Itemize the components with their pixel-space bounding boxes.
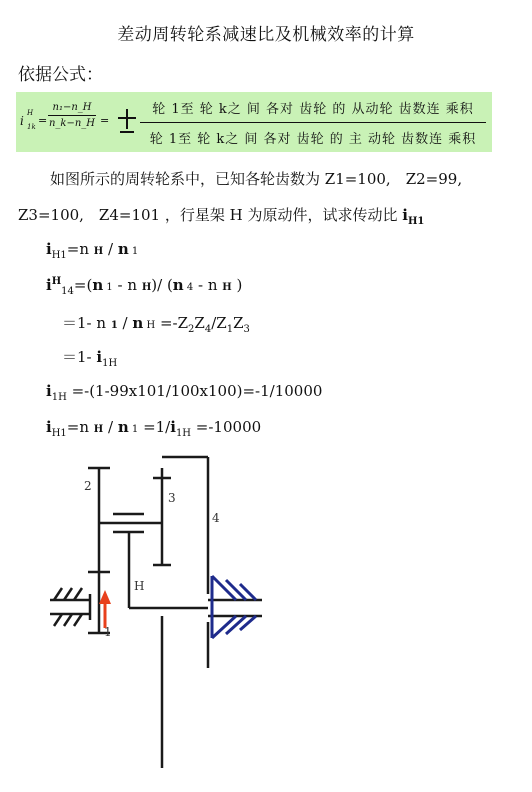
step-6-eq: =n <box>66 418 94 436</box>
step-2-close: )/ ( <box>151 276 173 294</box>
basis-label: 依据公式： <box>18 65 103 85</box>
step-5-i-sub: 1H <box>51 392 67 403</box>
step-1-h: H <box>93 246 104 257</box>
step-5-i: i <box>46 382 52 400</box>
step-2 <box>46 276 242 297</box>
formula-equals-2: = <box>100 114 110 127</box>
step-6-h: H <box>93 424 104 435</box>
step-2-n1-sub: 1 <box>103 282 113 293</box>
step-2-i-sub: 14 <box>61 286 74 297</box>
step-3-rest: =-Z <box>155 314 189 332</box>
step-6-n: n <box>117 418 129 436</box>
step-2-h1: H <box>141 282 152 293</box>
formula-lhs-denominator: n_k−n_H <box>48 118 96 129</box>
step-6-mid: =1/ <box>138 418 171 436</box>
plus-minus-icon <box>118 103 136 133</box>
step-3-text: ＝1- n <box>62 314 111 332</box>
step-6-i-sub: H1 <box>51 428 67 439</box>
step-3-sub1: 1 <box>110 320 118 331</box>
formula-rhs-numerator: 轮 1至 轮 k之 间 各对 齿轮 的 从动轮 齿数连 乘积 <box>140 98 486 123</box>
problem-line-2-text: Z3=100, Z4=101 ，行星架 H 为原动件，试求传动比 <box>18 206 403 224</box>
step-1-i-sub: H1 <box>51 250 67 261</box>
step-6-i2-sub: 1H <box>175 428 192 439</box>
step-6 <box>46 418 261 439</box>
right-hatch <box>212 576 256 638</box>
step-3-z4: 4 <box>204 324 212 335</box>
step-2-eq: =( <box>73 276 93 294</box>
left-hatch <box>54 588 82 626</box>
label-gear-4: 4 <box>212 511 220 525</box>
gear-train-diagram <box>0 450 532 792</box>
step-1-n-sub: 1 <box>128 246 139 257</box>
step-4-i: i <box>96 348 103 366</box>
step-3-zsl: /Z <box>211 314 227 332</box>
step-5 <box>46 382 322 403</box>
step-5-rest: =-(1-99x101/100x100)=-1/10000 <box>66 382 323 400</box>
formula-lhs-numerator: n₁−n_H <box>48 102 96 116</box>
label-gear-2: 2 <box>84 479 92 493</box>
formula-rhs-denominator: 轮 1至 轮 k之 间 各对 齿轮 的 主 动轮 齿数连 乘积 <box>149 132 477 147</box>
step-1-i: i <box>46 240 52 258</box>
step-1-n: n <box>117 240 129 258</box>
step-2-end: ) <box>231 276 243 294</box>
step-4 <box>62 346 117 369</box>
step-2-mid2: - n <box>193 276 223 294</box>
page-title: 差动周转轮系减速比及机械效率的计算 <box>117 25 415 45</box>
formula-symbol: i <box>20 114 24 128</box>
step-2-i: i <box>46 276 52 294</box>
step-2-n4-sub: 4 <box>183 282 194 293</box>
step-3-z3: 3 <box>243 324 250 335</box>
step-2-mid: - n <box>112 276 142 294</box>
formula-sub: 1k <box>27 123 36 131</box>
problem-symbol-sub: H1 <box>407 216 425 227</box>
step-1 <box>46 240 138 261</box>
label-carrier-h: H <box>134 579 145 593</box>
step-3-z2: 2 <box>188 324 195 335</box>
step-3 <box>62 312 250 335</box>
mechanism-lines <box>50 457 262 768</box>
formula-lhs <box>20 100 115 144</box>
problem-line-2 <box>18 204 514 227</box>
step-3-n: n <box>132 314 144 332</box>
problem-symbol: i <box>402 206 408 224</box>
step-6-i: i <box>46 418 52 436</box>
step-2-n4: n <box>172 276 184 294</box>
step-4-text: ＝1- <box>62 348 97 366</box>
step-3-zZ4: Z <box>194 314 205 332</box>
step-1-slash: / <box>103 240 118 258</box>
step-2-i-sup: H <box>51 276 62 287</box>
step-1-eq: =n <box>66 240 94 258</box>
label-gear-3: 3 <box>168 491 176 505</box>
input-arrow <box>99 590 111 628</box>
formula-rhs-fraction <box>140 98 486 147</box>
formula-box <box>16 92 492 152</box>
step-6-slash: / <box>103 418 118 436</box>
step-2-h2: H <box>222 282 232 293</box>
label-gear-1: 1 <box>104 625 112 639</box>
step-6-n-sub: 1 <box>128 424 139 435</box>
formula-sup: H <box>27 109 34 117</box>
problem-line-1: 如图所示的周转轮系中，已知各轮齿数为 Z1=100, Z2=99, <box>50 170 463 188</box>
step-6-i2: i <box>170 418 176 436</box>
step-3-sub2: H <box>143 320 156 331</box>
formula-lhs-fraction <box>48 102 96 129</box>
step-4-i-sub: 1H <box>102 358 118 369</box>
step-3-z1: 1 <box>226 324 234 335</box>
step-6-end: =-10000 <box>191 418 262 436</box>
formula-equals: = <box>38 114 48 127</box>
step-2-n1: n <box>92 276 104 294</box>
step-3-zZ3: Z <box>233 314 244 332</box>
step-3-slash: / <box>117 314 133 332</box>
